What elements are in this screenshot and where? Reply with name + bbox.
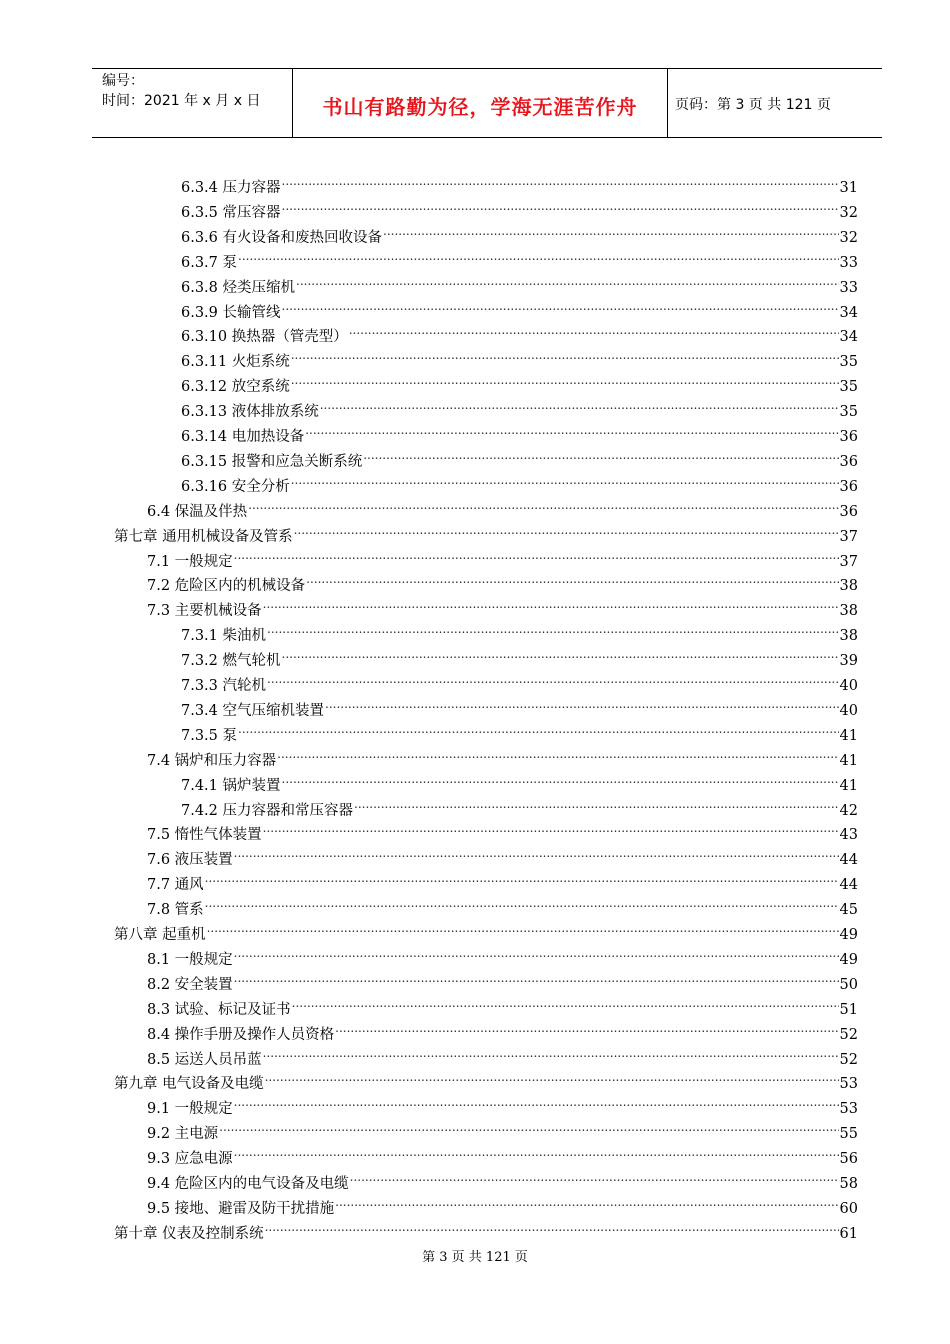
toc-entry-page: 40 bbox=[839, 702, 858, 719]
toc-entry[interactable] bbox=[181, 342, 858, 371]
toc-entry[interactable] bbox=[147, 492, 858, 520]
toc-entry[interactable] bbox=[181, 218, 858, 246]
toc-entry[interactable] bbox=[147, 1189, 858, 1217]
toc-entry-page: 41 bbox=[839, 777, 858, 794]
toc-entry-page: 32 bbox=[839, 204, 858, 221]
toc-entry-page: 34 bbox=[839, 304, 858, 321]
toc-entry-label: 6.3.14 电加热设备 bbox=[181, 429, 305, 445]
toc-entry-label: 7.1 一般规定 bbox=[147, 553, 233, 570]
toc-entry-page: 44 bbox=[839, 852, 858, 869]
toc-leader-dots bbox=[267, 666, 839, 690]
toc-entry[interactable] bbox=[147, 1164, 858, 1192]
toc-leader-dots bbox=[282, 193, 839, 217]
toc-entry-label: 8.5 运送人员吊蓝 bbox=[147, 1051, 262, 1068]
toc-entry-page: 31 bbox=[839, 180, 858, 196]
toc-entry-label: 9.4 危险区内的电气设备及电缆 bbox=[147, 1176, 349, 1192]
toc-entry[interactable] bbox=[147, 566, 858, 595]
toc-entry-label: 7.8 管系 bbox=[147, 902, 204, 919]
page-footer: 第 3 页 共 121 页 bbox=[422, 1250, 528, 1265]
toc-entry-page: 56 bbox=[839, 1151, 858, 1168]
toc-entry[interactable] bbox=[147, 1114, 858, 1143]
toc-leader-dots bbox=[294, 517, 839, 541]
toc-entry[interactable] bbox=[147, 1139, 858, 1168]
toc-leader-dots bbox=[238, 716, 839, 740]
toc-entry-label: 6.3.10 换热器（管壳型） bbox=[181, 329, 348, 346]
toc-entry[interactable] bbox=[181, 168, 858, 196]
toc-entry[interactable] bbox=[181, 392, 858, 421]
toc-entry-label: 7.5 惰性气体装置 bbox=[147, 827, 262, 844]
toc-entry-label: 第七章 通用机械设备及管系 bbox=[114, 528, 293, 545]
toc-entry[interactable] bbox=[147, 815, 858, 844]
toc-leader-dots bbox=[335, 1015, 838, 1039]
toc-entry-page: 43 bbox=[839, 827, 858, 844]
toc-leader-dots bbox=[320, 392, 839, 416]
toc-entry[interactable] bbox=[181, 317, 858, 346]
toc-entry-label: 7.3.1 柴油机 bbox=[181, 628, 267, 645]
toc-entry-page: 52 bbox=[839, 1051, 858, 1068]
toc-entry[interactable] bbox=[147, 940, 858, 968]
toc-entry-label: 9.5 接地、避雷及防干扰措施 bbox=[147, 1200, 335, 1217]
toc-entry-page: 35 bbox=[839, 354, 858, 371]
toc-entry-page: 51 bbox=[839, 1001, 858, 1018]
toc-entry-page: 38 bbox=[839, 603, 858, 620]
toc-entry[interactable] bbox=[147, 1040, 858, 1068]
toc-leader-dots bbox=[291, 467, 839, 491]
time-label: 时间：2021 年 x 月 x 日 bbox=[102, 93, 261, 109]
toc-leader-dots bbox=[263, 591, 839, 615]
toc-entry-label: 第八章 起重机 bbox=[114, 927, 206, 943]
toc-leader-dots bbox=[234, 840, 839, 864]
toc-entry-label: 9.1 一般规定 bbox=[147, 1101, 233, 1118]
toc-entry-page: 61 bbox=[839, 1225, 858, 1242]
toc-leader-dots bbox=[265, 1064, 839, 1088]
toc-entry[interactable] bbox=[114, 915, 858, 943]
toc-entry-page: 41 bbox=[839, 752, 858, 769]
toc-entry-label: 6.3.7 泵 bbox=[181, 254, 238, 271]
toc-leader-dots bbox=[335, 1189, 838, 1213]
header-motto: 书山有路勤为径，学海无涯苦作舟 bbox=[322, 95, 638, 119]
toc-entry-page: 40 bbox=[839, 678, 858, 694]
toc-entry-page: 33 bbox=[839, 279, 858, 296]
toc-entry[interactable] bbox=[181, 442, 858, 470]
toc-entry[interactable] bbox=[181, 791, 858, 819]
toc-leader-dots bbox=[234, 1139, 839, 1163]
toc-leader-dots bbox=[234, 965, 839, 989]
toc-leader-dots bbox=[205, 890, 839, 914]
toc-entry-label: 7.7 通风 bbox=[147, 877, 204, 894]
toc-entry-label: 6.3.6 有火设备和废热回收设备 bbox=[181, 229, 383, 246]
toc-entry-page: 36 bbox=[839, 478, 858, 495]
toc-entry-label: 6.3.11 火炬系统 bbox=[181, 354, 290, 371]
toc-leader-dots bbox=[282, 766, 839, 790]
toc-entry-label: 7.3.5 泵 bbox=[181, 727, 238, 744]
toc-entry-page: 53 bbox=[839, 1076, 858, 1093]
toc-leader-dots bbox=[291, 342, 839, 366]
toc-entry[interactable] bbox=[147, 865, 858, 894]
toc-entry-label: 6.4 保温及伴热 bbox=[147, 503, 248, 520]
toc-entry-label: 6.3.4 压力容器 bbox=[181, 180, 281, 196]
toc-leader-dots bbox=[263, 1040, 839, 1064]
toc-leader-dots bbox=[354, 791, 839, 815]
toc-entry-label: 7.4.2 压力容器和常压容器 bbox=[181, 802, 354, 819]
toc-entry[interactable] bbox=[181, 766, 858, 794]
toc-entry-label: 6.3.13 液体排放系统 bbox=[181, 404, 319, 421]
toc-entry-page: 38 bbox=[839, 578, 858, 595]
toc-entry[interactable] bbox=[147, 890, 858, 919]
toc-entry-label: 6.3.9 长输管线 bbox=[181, 304, 281, 321]
toc-leader-dots bbox=[282, 168, 839, 192]
toc-entry[interactable] bbox=[181, 367, 858, 396]
toc-entry-label: 8.2 安全装置 bbox=[147, 976, 233, 993]
toc-entry-page: 36 bbox=[839, 429, 858, 445]
toc-entry[interactable] bbox=[147, 741, 858, 769]
toc-entry-page: 49 bbox=[839, 927, 858, 943]
toc-entry[interactable] bbox=[147, 965, 858, 993]
toc-entry-page: 52 bbox=[839, 1026, 858, 1043]
toc-entry-label: 第十章 仪表及控制系统 bbox=[114, 1225, 264, 1242]
toc-entry-page: 35 bbox=[839, 379, 858, 396]
toc-leader-dots bbox=[291, 367, 839, 391]
toc-entry[interactable] bbox=[181, 293, 858, 321]
toc-leader-dots bbox=[238, 243, 839, 267]
toc-entry[interactable] bbox=[114, 1214, 858, 1242]
toc-entry[interactable] bbox=[181, 616, 858, 645]
toc-leader-dots bbox=[207, 915, 839, 939]
toc-entry[interactable] bbox=[114, 517, 858, 545]
toc-entry-label: 6.3.12 放空系统 bbox=[181, 379, 290, 396]
toc-leader-dots bbox=[296, 268, 839, 292]
toc-entry-label: 7.4 锅炉和压力容器 bbox=[147, 752, 277, 769]
toc-entry-label: 7.3 主要机械设备 bbox=[147, 603, 262, 620]
toc-entry-page: 55 bbox=[839, 1126, 858, 1143]
toc-entry-page: 35 bbox=[839, 404, 858, 421]
toc-entry-page: 45 bbox=[839, 902, 858, 919]
toc-leader-dots bbox=[205, 865, 839, 889]
toc-leader-dots bbox=[234, 1089, 839, 1113]
toc-entry-label: 6.3.8 烃类压缩机 bbox=[181, 279, 296, 296]
toc-entry-page: 49 bbox=[839, 951, 858, 968]
page-header bbox=[92, 68, 882, 138]
toc-leader-dots bbox=[350, 1164, 839, 1188]
toc-entry[interactable] bbox=[147, 542, 858, 570]
toc-leader-dots bbox=[219, 1114, 838, 1138]
toc-entry-label: 7.4.1 锅炉装置 bbox=[181, 777, 281, 794]
toc-entry-label: 7.3.3 汽轮机 bbox=[181, 678, 267, 694]
toc-entry-label: 8.1 一般规定 bbox=[147, 951, 233, 968]
toc-entry-label: 8.4 操作手册及操作人员资格 bbox=[147, 1026, 335, 1043]
toc-entry-page: 37 bbox=[839, 553, 858, 570]
toc-leader-dots bbox=[383, 218, 839, 242]
toc-entry-label: 7.3.4 空气压缩机装置 bbox=[181, 702, 325, 719]
toc-entry[interactable] bbox=[147, 840, 858, 869]
toc-entry-label: 6.3.16 安全分析 bbox=[181, 478, 290, 495]
toc-entry[interactable] bbox=[181, 691, 858, 719]
header-page-info: 页码：第 3 页 共 121 页 bbox=[675, 97, 831, 113]
toc-entry[interactable] bbox=[181, 268, 858, 296]
toc-leader-dots bbox=[349, 317, 839, 341]
toc-entry-page: 58 bbox=[839, 1176, 858, 1192]
toc-leader-dots bbox=[363, 442, 838, 466]
toc-leader-dots bbox=[263, 815, 839, 839]
toc-entry-label: 9.3 应急电源 bbox=[147, 1151, 233, 1168]
toc-leader-dots bbox=[234, 542, 839, 566]
toc-entry[interactable] bbox=[147, 591, 858, 620]
toc-leader-dots bbox=[277, 741, 838, 765]
toc-entry[interactable] bbox=[147, 990, 858, 1018]
toc-leader-dots bbox=[305, 417, 838, 441]
toc-leader-dots bbox=[234, 940, 839, 964]
toc-entry[interactable] bbox=[181, 467, 858, 495]
toc-entry-page: 44 bbox=[839, 877, 858, 894]
toc-entry-page: 39 bbox=[839, 653, 858, 670]
toc-entry-page: 34 bbox=[839, 329, 858, 346]
toc-entry-label: 8.3 试验、标记及证书 bbox=[147, 1001, 291, 1018]
toc-entry-page: 32 bbox=[839, 229, 858, 246]
toc-entry-label: 7.2 危险区内的机械设备 bbox=[147, 578, 306, 595]
toc-leader-dots bbox=[325, 691, 839, 715]
toc-entry-page: 42 bbox=[839, 802, 858, 819]
header-left-cell bbox=[92, 69, 292, 137]
toc-entry-page: 38 bbox=[839, 628, 858, 645]
toc-leader-dots bbox=[248, 492, 838, 516]
toc-entry-label: 6.3.15 报警和应急关断系统 bbox=[181, 453, 363, 470]
toc-entry-label: 9.2 主电源 bbox=[147, 1126, 219, 1143]
toc-entry-label: 7.6 液压装置 bbox=[147, 852, 233, 869]
toc-leader-dots bbox=[267, 616, 839, 640]
serial-label: 编号： bbox=[102, 73, 144, 89]
toc-leader-dots bbox=[282, 641, 839, 665]
toc-entry-page: 41 bbox=[839, 727, 858, 744]
toc-entry[interactable] bbox=[147, 1089, 858, 1118]
toc-leader-dots bbox=[265, 1214, 839, 1238]
toc-entry-label: 第九章 电气设备及电缆 bbox=[114, 1076, 264, 1093]
toc-entry[interactable] bbox=[181, 641, 858, 670]
toc-leader-dots bbox=[306, 566, 838, 590]
toc-entry-page: 36 bbox=[839, 503, 858, 520]
toc-entry[interactable] bbox=[114, 1064, 858, 1093]
toc-entry-label: 6.3.5 常压容器 bbox=[181, 204, 281, 221]
toc-entry-page: 36 bbox=[839, 453, 858, 470]
toc-entry[interactable] bbox=[181, 243, 858, 271]
header-motto-cell bbox=[292, 69, 668, 137]
toc-entry-label: 7.3.2 燃气轮机 bbox=[181, 653, 281, 670]
toc-leader-dots bbox=[292, 990, 839, 1014]
toc-leader-dots bbox=[282, 293, 839, 317]
toc-entry-page: 60 bbox=[839, 1200, 858, 1217]
toc-entry-page: 33 bbox=[839, 254, 858, 271]
toc-entry[interactable] bbox=[181, 193, 858, 221]
toc-entry-page: 37 bbox=[839, 528, 858, 545]
toc-entry[interactable] bbox=[147, 1015, 858, 1043]
toc-entry-page: 50 bbox=[839, 976, 858, 993]
toc-entry[interactable] bbox=[181, 417, 858, 445]
toc-entry[interactable] bbox=[181, 716, 858, 744]
toc-entry[interactable] bbox=[181, 666, 858, 694]
toc-entry-page: 53 bbox=[839, 1101, 858, 1118]
header-right-cell bbox=[667, 69, 882, 137]
